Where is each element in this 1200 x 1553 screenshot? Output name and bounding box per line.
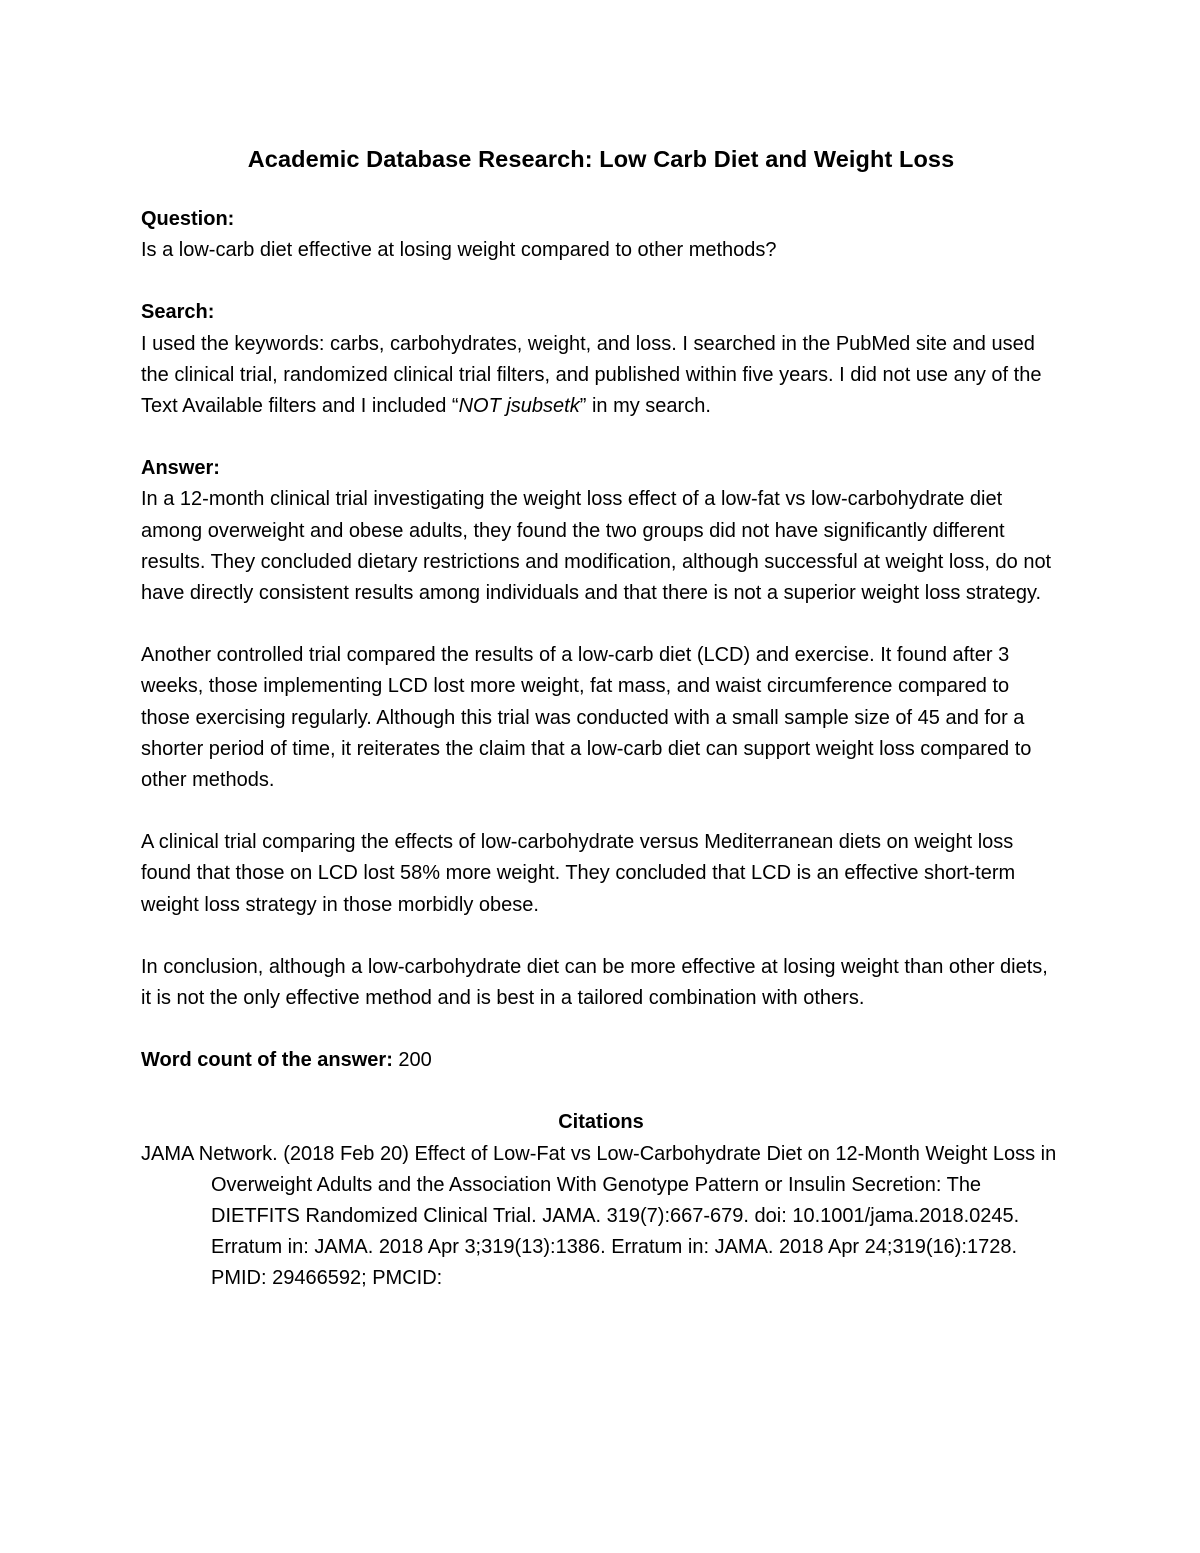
spacer bbox=[141, 266, 1061, 297]
spacer bbox=[141, 796, 1061, 827]
search-text-start: I used the keywords: carbs, carbohydrates, weight, and loss. I searched in the PubMed site and used the clinical trial, randomized clinical trial filters, and published within five years. I did not use any of the Text Available filters and I included “ bbox=[141, 332, 1042, 418]
search-text bbox=[141, 329, 1061, 423]
spacer bbox=[141, 422, 1061, 453]
spacer bbox=[141, 177, 1061, 204]
search-text-end: ” in my search. bbox=[579, 395, 711, 418]
answer-label: Answer: bbox=[141, 457, 220, 480]
question-text: Is a low-carb diet effective at losing weight compared to other methods? bbox=[141, 239, 777, 262]
question-section bbox=[141, 204, 1061, 266]
word-count-value: 200 bbox=[398, 1049, 432, 1072]
answer-paragraph: In conclusion, although a low-carbohydrate diet can be more effective at losing weight than other diets, it is not the only effective method and is best in a tailored combination with others. bbox=[141, 955, 1048, 1010]
document-page bbox=[141, 140, 1061, 1295]
citation-entry: JAMA Network. (2018 Feb 20) Effect of Low-Fat vs Low-Carbohydrate Diet on 12-Month Weight Loss in Overweight Adults and the Association With Genotype Pattern or Insulin Secretion: The DIETFITS Randomized Clinical Trial. JAMA. 319(7):667-679. doi: 10.1001/jama.2018.0245. Erratum in: JAMA. 2018 Apr 3;319(13):1386. Erratum in: JAMA. 2018 Apr 24;319(16):1728. PMID: 29466592; PMCID: bbox=[141, 1142, 1057, 1290]
search-text-italic: NOT jsubsetk bbox=[458, 395, 580, 418]
spacer bbox=[141, 1076, 1061, 1107]
spacer bbox=[141, 1014, 1061, 1045]
answer-section bbox=[141, 453, 1061, 1014]
question-label: Question: bbox=[141, 208, 235, 230]
answer-paragraph: Another controlled trial compared the results of a low-carb diet (LCD) and exercise. It found after 3 weeks, those implementing LCD lost more weight, fat mass, and waist circumference compared to those exercising regularly. Although this trial was conducted with a small sample size of 45 and for a shorter period of time, it reiterates the claim that a low-carb diet can support weight loss compared to other methods. bbox=[141, 644, 1032, 792]
answer-paragraph: A clinical trial comparing the effects of low-carbohydrate versus Mediterranean diets on weight loss found that those on LCD lost 58% more weight. They concluded that LCD is an effective short-term weight loss strategy in those morbidly obese. bbox=[141, 831, 1016, 916]
spacer bbox=[141, 921, 1061, 952]
document-title: Academic Database Research: Low Carb Diet and Weight Loss bbox=[247, 146, 955, 172]
spacer bbox=[141, 609, 1061, 640]
search-label: Search: bbox=[141, 301, 215, 324]
word-count-label: Word count of the answer: bbox=[141, 1049, 393, 1072]
word-count bbox=[141, 1045, 1061, 1076]
search-section bbox=[141, 297, 1061, 422]
citations-heading: Citations bbox=[558, 1111, 644, 1134]
citations-section bbox=[141, 1107, 1061, 1294]
answer-paragraph: In a 12-month clinical trial investigating the weight loss effect of a low-fat vs low-carbohydrate diet among overweight and obese adults, they found the two groups did not have significantly different results. They concluded dietary restrictions and modification, although successful at weight loss, do not have directly consistent results among individuals and that there is not a superior weight loss strategy. bbox=[141, 488, 1052, 605]
